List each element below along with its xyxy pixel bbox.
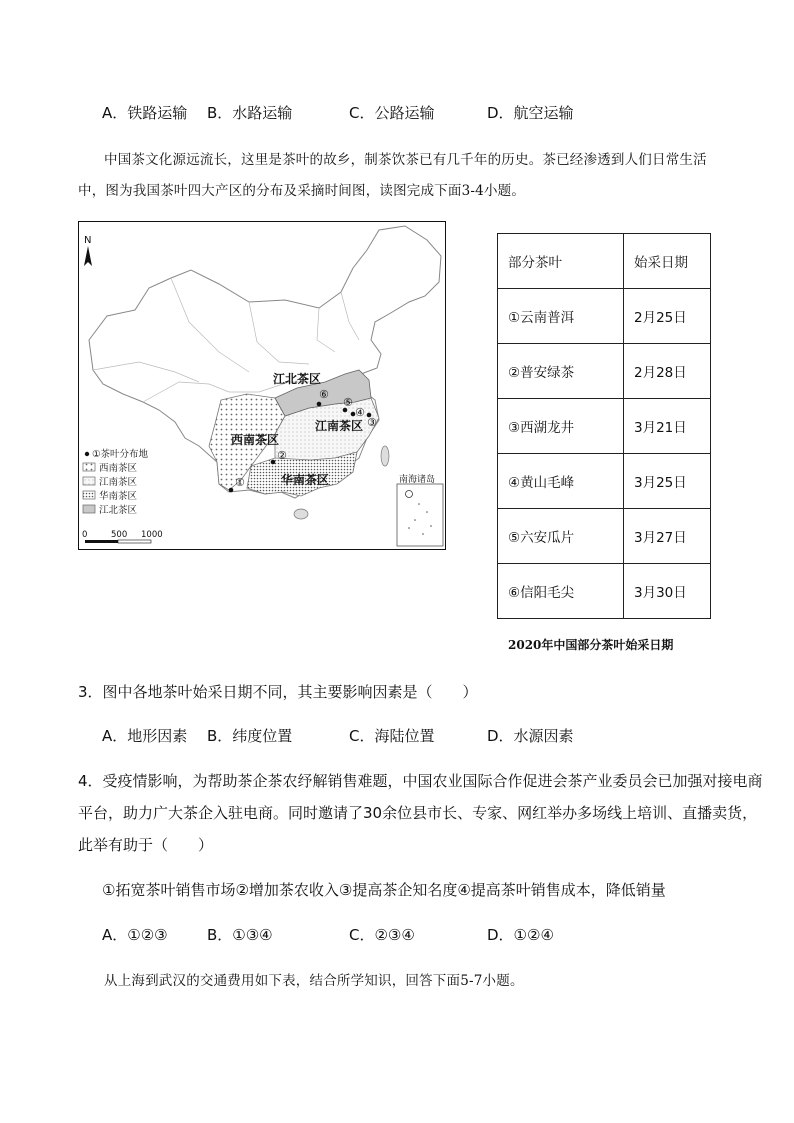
q4-statements: ①拓宽茶叶销售市场②增加茶农收入③提高茶企知名度④提高茶叶销售成本，降低销量 bbox=[102, 881, 666, 899]
q4-stem-line3: 此举有助于（ ） bbox=[78, 836, 214, 854]
q4-option-d: D．①②④ bbox=[487, 926, 554, 944]
q3-option-d: D．水源因素 bbox=[487, 727, 574, 745]
site-label-4: ④ bbox=[355, 406, 365, 419]
table-cell-date: 3月25日 bbox=[624, 454, 711, 509]
q2-option-a: A．铁路运输 bbox=[102, 104, 188, 122]
table-cell-date: 2月28日 bbox=[624, 344, 711, 399]
table-cell-date: 3月21日 bbox=[624, 399, 711, 454]
label-jiangnan: 江南茶区 bbox=[315, 419, 364, 433]
north-arrow-icon bbox=[84, 235, 92, 266]
tea-start-date-table bbox=[497, 233, 711, 619]
site-marker-2 bbox=[271, 460, 276, 465]
table-cell-date: 3月30日 bbox=[624, 564, 711, 619]
taiwan-shape bbox=[381, 446, 389, 466]
intro-5-7: 从上海到武汉的交通费用如下表，结合所学知识，回答下面5-7小题。 bbox=[104, 973, 524, 989]
q4-option-c: C．②③④ bbox=[349, 926, 415, 944]
north-label: N bbox=[84, 235, 92, 246]
q4-option-a: A．①②③ bbox=[102, 926, 168, 944]
table-cell-tea: ④黄山毛峰 bbox=[498, 454, 624, 509]
site-marker-1 bbox=[229, 488, 234, 493]
site-marker-6 bbox=[317, 402, 322, 407]
tea-region-map bbox=[78, 221, 446, 550]
legend-site-icon bbox=[85, 452, 89, 456]
q3-option-c: C．海陆位置 bbox=[349, 727, 435, 745]
table-cell-date: 3月27日 bbox=[624, 509, 711, 564]
q4-stem-line2: 平台，助力广大茶企入驻电商。同时邀请了30余位县市长、专家、网红举办多场线上培训、直播卖货， bbox=[78, 804, 758, 822]
legend-xinan: 西南茶区 bbox=[99, 463, 138, 474]
scale-0: 0 bbox=[82, 530, 88, 540]
intro-3-4-line1: 中国茶文化源远流长，这里是茶叶的故乡，制茶饮茶已有几千年的历史。茶已经渗透到人们日常生活 bbox=[104, 152, 707, 168]
q2-option-c: C．公路运输 bbox=[349, 104, 435, 122]
map-figure bbox=[79, 222, 445, 549]
site-label-5: ⑤ bbox=[343, 396, 353, 409]
table-row bbox=[498, 564, 711, 619]
scale-500: 500 bbox=[111, 530, 128, 540]
legend-jiangbei: 江北茶区 bbox=[99, 505, 138, 516]
q3-option-a: A．地形因素 bbox=[102, 727, 188, 745]
site-label-3: ③ bbox=[367, 416, 377, 429]
site-label-1: ① bbox=[235, 476, 245, 489]
inset-label: 南海诸岛 bbox=[399, 475, 436, 485]
table-row bbox=[498, 289, 711, 344]
table-row bbox=[498, 399, 711, 454]
legend-jiangnan: 江南茶区 bbox=[99, 477, 138, 488]
q2-option-b: B．水路运输 bbox=[207, 104, 293, 122]
intro-3-4-line2: 中，图为我国茶叶四大产区的分布及采摘时间图，读图完成下面3-4小题。 bbox=[78, 183, 526, 199]
table-row bbox=[498, 344, 711, 399]
q3-stem: 3．图中各地茶叶始采日期不同，其主要影响因素是（ ） bbox=[78, 683, 478, 701]
hainan-shape bbox=[294, 509, 308, 519]
legend-swatch-huanan bbox=[83, 491, 95, 499]
table-caption: 2020年中国部分茶叶始采日期 bbox=[508, 638, 674, 652]
table-cell-tea: ③西湖龙井 bbox=[498, 399, 624, 454]
table-cell-tea: ⑤六安瓜片 bbox=[498, 509, 624, 564]
site-label-6: ⑥ bbox=[319, 388, 329, 401]
q4-stem-line1: 4．受疫情影响，为帮助茶企茶农纾解销售难题，中国农业国际合作促进会茶产业委员会已加强对接电商 bbox=[78, 772, 763, 790]
table-header-date: 始采日期 bbox=[624, 234, 711, 289]
scale-bar bbox=[82, 530, 163, 543]
legend-sites: ①茶叶分布地 bbox=[92, 449, 149, 460]
scale-1000: 1000 bbox=[141, 530, 163, 540]
map-legend bbox=[82, 448, 163, 543]
legend-swatch-jiangnan bbox=[83, 477, 95, 485]
legend-swatch-jiangbei bbox=[83, 505, 95, 513]
table-row bbox=[498, 454, 711, 509]
label-xinan: 西南茶区 bbox=[231, 433, 280, 447]
table-header-tea: 部分茶叶 bbox=[498, 234, 624, 289]
q2-option-d: D．航空运输 bbox=[487, 104, 574, 122]
q4-option-b: B．①③④ bbox=[207, 926, 273, 944]
table-cell-tea: ⑥信阳毛尖 bbox=[498, 564, 624, 619]
table-cell-tea: ①云南普洱 bbox=[498, 289, 624, 344]
site-label-2: ② bbox=[277, 449, 287, 462]
legend-huanan: 华南茶区 bbox=[99, 491, 138, 502]
legend-swatch-xinan bbox=[83, 463, 95, 471]
table-row bbox=[498, 509, 711, 564]
table-header-row bbox=[498, 234, 711, 289]
label-huanan: 华南茶区 bbox=[281, 473, 330, 487]
south-china-sea-inset bbox=[397, 473, 443, 546]
table-cell-tea: ②普安绿茶 bbox=[498, 344, 624, 399]
q3-option-b: B．纬度位置 bbox=[207, 727, 293, 745]
table-cell-date: 2月25日 bbox=[624, 289, 711, 344]
label-jiangbei: 江北茶区 bbox=[273, 372, 322, 386]
